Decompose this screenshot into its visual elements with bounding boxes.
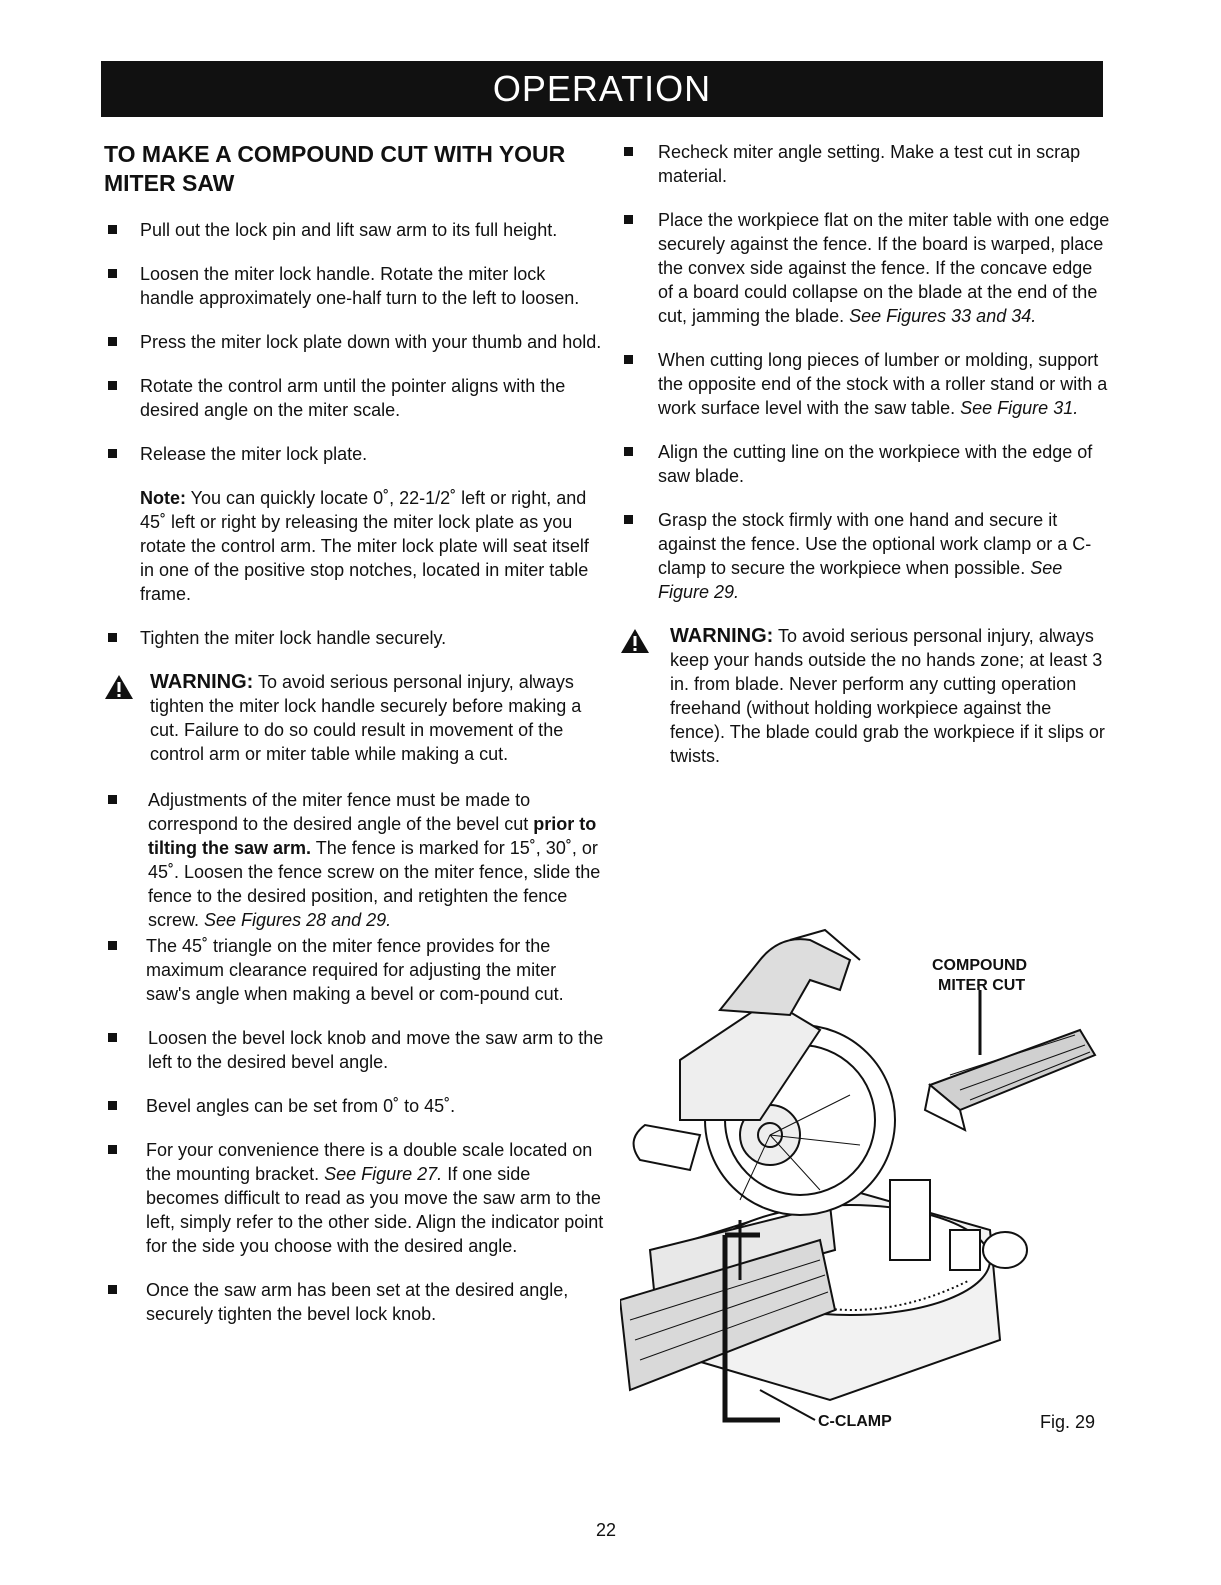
warning-icon (620, 628, 650, 654)
step-align-cut-line: Align the cutting line on the workpiece with the edge of saw blade. (620, 440, 1110, 488)
right-column (620, 140, 1110, 768)
warning-no-hands-zone: WARNING: To avoid serious personal injury, always keep your hands outside the no hands zone; at least 3 in. from blade. Never perform any cutting operation freehand (without holding workpiece against the fence). The blade could grab the workpiece if it slips or twists. (620, 624, 1110, 768)
section-title: TO MAKE A COMPOUND CUT WITH YOUR MITER SAW (104, 141, 566, 196)
step-support-long-pieces: When cutting long pieces of lumber or molding, support the opposite end of the stock with a roller stand or with a work surface level with the saw table. See Figure 31. (620, 348, 1110, 420)
left-column (104, 140, 604, 1326)
step-bevel-range: Bevel angles can be set from 0˚ to 45˚. (104, 1094, 604, 1118)
step-tighten-bevel-knob: Once the saw arm has been set at the desired angle, securely tighten the bevel lock knob. (104, 1278, 604, 1326)
step-loosen-bevel-knob: Loosen the bevel lock knob and move the saw arm to the left to the desired bevel angle. (104, 1026, 604, 1074)
note-label: Note: (140, 488, 186, 508)
note-positive-stops: Note: You can quickly locate 0˚, 22-1/2˚ left or right, and 45˚ left or right by releasing the miter lock plate as you rotate the control arm. The miter lock plate will seat itself in one of the positive stop notches, located in miter table frame. (140, 488, 589, 604)
header-title: OPERATION (492, 68, 712, 109)
figure-29 (620, 920, 1100, 1440)
step-adjust-fence: Adjustments of the miter fence must be made to correspond to the desired angle of the bevel cut prior to tilting the saw arm. The fence is marked for 15˚, 30˚, or 45˚. Loosen the fence screw on the miter fence, slide the fence to the desired position, and retighten the fence screw. See Figures 28 and 29. (104, 788, 604, 932)
figure-number: Fig. 29 (1040, 1412, 1096, 1432)
step-lift-arm: Pull out the lock pin and lift saw arm to its full height. (104, 218, 604, 242)
warning-label: WARNING: (150, 671, 254, 693)
step-double-scale: For your convenience there is a double scale located on the mounting bracket. See Figure 27. If one side becomes difficult to read as you move the saw arm to the left, simply refer to the other side. Align the indicator point for the side you choose with the desired angle. (104, 1138, 604, 1258)
warning-icon (104, 674, 134, 700)
miter-saw-illustration (620, 920, 1100, 1440)
warning-label: WARNING: (670, 625, 774, 647)
step-release-lock-plate: Release the miter lock plate. (104, 442, 604, 466)
figure-label-compound: COMPOUND MITER CUT (932, 957, 1028, 994)
page-header (101, 61, 1103, 117)
step-recheck-angle: Recheck miter angle setting. Make a test cut in scrap material. (620, 140, 1110, 188)
warning-tighten-handle: WARNING: To avoid serious personal injury, always tighten the miter lock handle securely before making a cut. Failure to do so could result in movement of the control arm or miter table while making a cut. (104, 670, 604, 766)
page-number: 22 (596, 1520, 617, 1540)
step-loosen-miter-handle: Loosen the miter lock handle. Rotate the miter lock handle approximately one-half turn to the left to loosen. (104, 262, 604, 310)
step-fence-triangle: The 45˚ triangle on the miter fence provides for the maximum clearance required for adjusting the miter saw's angle when making a bevel or com-pound cut. (104, 934, 604, 1006)
step-place-workpiece: Place the workpiece flat on the miter table with one edge securely against the fence. If the board is warped, place the convex side against the fence. If the concave edge of a board could collapse on the blade at the end of the cut, jamming the blade. See Figures 33 and 34. (620, 208, 1110, 328)
figure-label-c-clamp: C-CLAMP (818, 1413, 892, 1430)
step-rotate-control-arm: Rotate the control arm until the pointer aligns with the desired angle on the miter scale. (104, 374, 604, 422)
step-clamp-stock: Grasp the stock firmly with one hand and secure it against the fence. Use the optional work clamp or a C-clamp to secure the workpiece when possible. See Figure 29. (620, 508, 1110, 604)
step-press-lock-plate: Press the miter lock plate down with your thumb and hold. (104, 330, 604, 354)
step-tighten-miter-handle: Tighten the miter lock handle securely. (104, 626, 604, 650)
